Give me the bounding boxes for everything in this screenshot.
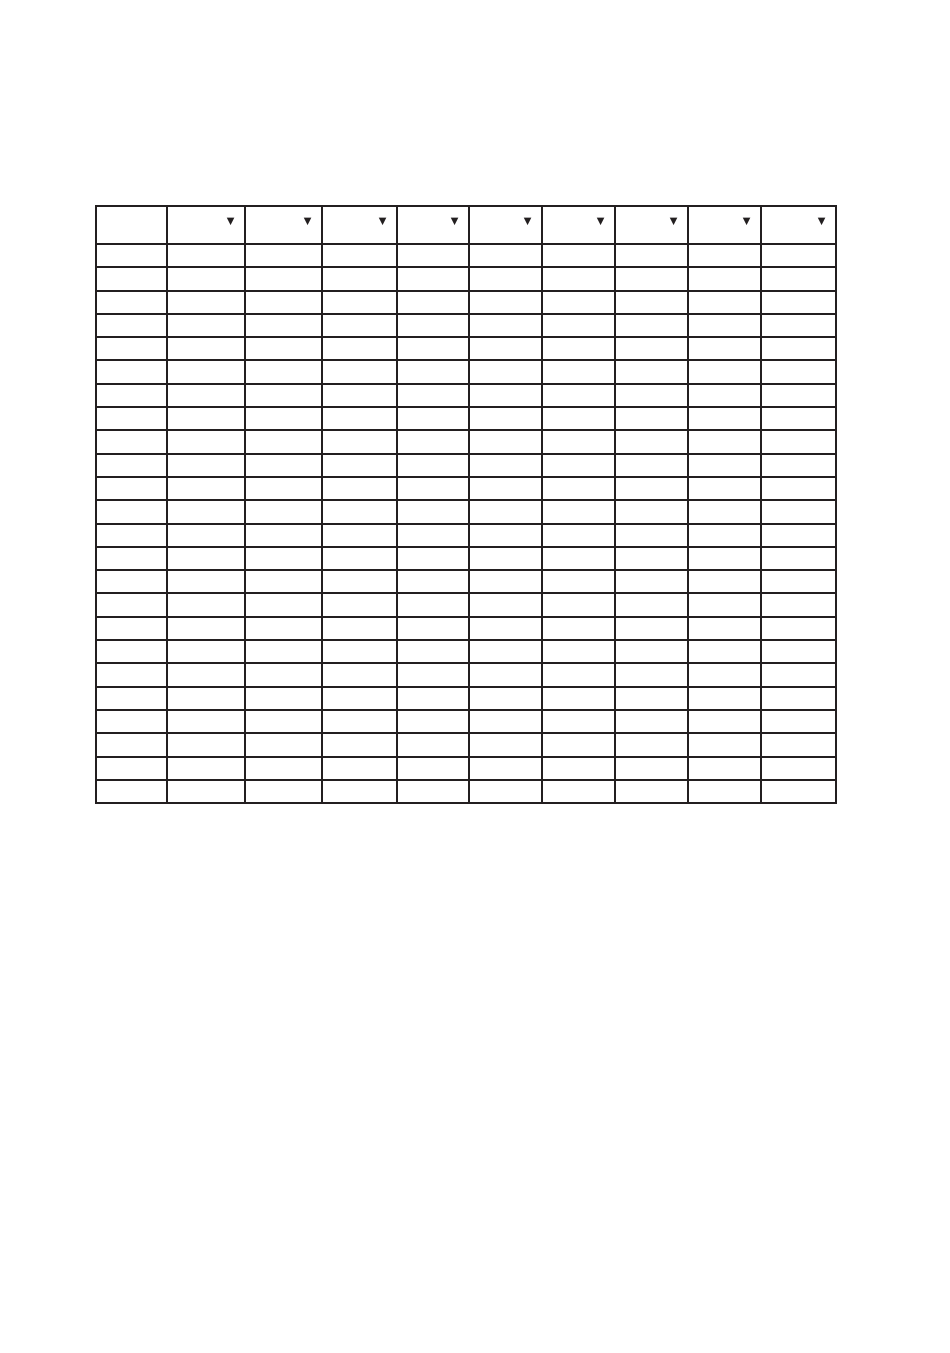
table-cell[interactable] — [542, 360, 615, 383]
table-cell[interactable] — [615, 663, 688, 686]
table-cell[interactable] — [542, 593, 615, 616]
table-cell[interactable] — [542, 663, 615, 686]
table-cell[interactable] — [397, 314, 469, 337]
table-cell[interactable] — [615, 687, 688, 710]
table-cell[interactable] — [397, 733, 469, 756]
column-header-1 — [167, 206, 245, 244]
table-cell[interactable] — [167, 757, 245, 780]
table-cell[interactable] — [397, 244, 469, 267]
table-cell[interactable] — [397, 780, 469, 803]
row-label-cell[interactable] — [96, 244, 167, 267]
table-cell[interactable] — [469, 267, 542, 290]
table-cell[interactable] — [688, 314, 761, 337]
blank-filter-table-sheet — [95, 205, 837, 804]
table-cell[interactable] — [322, 663, 397, 686]
table-cell[interactable] — [167, 710, 245, 733]
column-header-3 — [322, 206, 397, 244]
table-cell[interactable] — [688, 291, 761, 314]
table-cell[interactable] — [761, 780, 836, 803]
table-cell[interactable] — [167, 547, 245, 570]
table-row — [96, 524, 836, 547]
filter-dropdown-icon[interactable]: ▼ — [376, 213, 389, 228]
table-cell[interactable] — [615, 360, 688, 383]
column-header-8 — [688, 206, 761, 244]
table-cell[interactable] — [615, 454, 688, 477]
table-cell[interactable] — [245, 733, 322, 756]
table-cell[interactable] — [397, 430, 469, 453]
table-cell[interactable] — [322, 267, 397, 290]
table-cell[interactable] — [167, 407, 245, 430]
table-cell[interactable] — [761, 244, 836, 267]
table-cell[interactable] — [542, 687, 615, 710]
table-cell[interactable] — [397, 640, 469, 663]
table-cell[interactable] — [761, 384, 836, 407]
table-cell[interactable] — [615, 593, 688, 616]
filter-dropdown-icon[interactable]: ▼ — [815, 213, 828, 228]
table-cell[interactable] — [245, 407, 322, 430]
table-cell[interactable] — [615, 430, 688, 453]
table-row — [96, 780, 836, 803]
table-cell[interactable] — [542, 524, 615, 547]
table-cell[interactable] — [761, 570, 836, 593]
table-cell[interactable] — [688, 687, 761, 710]
table-cell[interactable] — [245, 780, 322, 803]
table-cell[interactable] — [167, 593, 245, 616]
filter-dropdown-icon[interactable]: ▼ — [448, 213, 461, 228]
filter-dropdown-icon[interactable]: ▼ — [301, 213, 314, 228]
table-cell[interactable] — [322, 733, 397, 756]
row-label-cell[interactable] — [96, 291, 167, 314]
row-label-cell[interactable] — [96, 687, 167, 710]
table-cell[interactable] — [469, 454, 542, 477]
table-row — [96, 640, 836, 663]
table-cell[interactable] — [167, 570, 245, 593]
table-cell[interactable] — [615, 407, 688, 430]
table-cell[interactable] — [542, 267, 615, 290]
table-cell[interactable] — [245, 570, 322, 593]
table-cell[interactable] — [245, 337, 322, 360]
table-cell[interactable] — [688, 337, 761, 360]
column-header-5 — [469, 206, 542, 244]
table-cell[interactable] — [761, 267, 836, 290]
table-row — [96, 477, 836, 500]
table-cell[interactable] — [615, 710, 688, 733]
table-cell[interactable] — [469, 291, 542, 314]
table-cell[interactable] — [542, 757, 615, 780]
table-cell[interactable] — [397, 337, 469, 360]
table-cell[interactable] — [761, 500, 836, 523]
table-cell[interactable] — [397, 570, 469, 593]
table-cell[interactable] — [469, 477, 542, 500]
table-cell[interactable] — [397, 710, 469, 733]
table-cell[interactable] — [688, 454, 761, 477]
row-label-cell[interactable] — [96, 640, 167, 663]
table-cell[interactable] — [615, 570, 688, 593]
table-cell[interactable] — [688, 757, 761, 780]
table-cell[interactable] — [761, 663, 836, 686]
table-cell[interactable] — [542, 547, 615, 570]
filter-dropdown-icon[interactable]: ▼ — [224, 213, 237, 228]
table-cell[interactable] — [245, 430, 322, 453]
table-cell[interactable] — [322, 780, 397, 803]
column-header-2 — [245, 206, 322, 244]
filter-dropdown-icon[interactable]: ▼ — [667, 213, 680, 228]
table-body — [96, 244, 836, 803]
table-cell[interactable] — [322, 430, 397, 453]
table-row — [96, 617, 836, 640]
table-cell[interactable] — [397, 360, 469, 383]
table-cell[interactable] — [322, 687, 397, 710]
filter-dropdown-icon[interactable]: ▼ — [521, 213, 534, 228]
table-cell[interactable] — [469, 244, 542, 267]
table-row — [96, 314, 836, 337]
table-cell[interactable] — [469, 640, 542, 663]
table-cell[interactable] — [761, 593, 836, 616]
table-cell[interactable] — [322, 477, 397, 500]
table-cell[interactable] — [469, 337, 542, 360]
table-cell[interactable] — [542, 477, 615, 500]
table-cell[interactable] — [542, 337, 615, 360]
table-cell[interactable] — [322, 640, 397, 663]
table-row — [96, 663, 836, 686]
table-cell[interactable] — [245, 500, 322, 523]
table-cell[interactable] — [322, 617, 397, 640]
table-cell[interactable] — [469, 780, 542, 803]
table-cell[interactable] — [397, 500, 469, 523]
table-cell[interactable] — [397, 384, 469, 407]
table-row — [96, 291, 836, 314]
table-cell[interactable] — [615, 780, 688, 803]
row-label-cell[interactable] — [96, 570, 167, 593]
table-cell[interactable] — [688, 617, 761, 640]
table-cell[interactable] — [469, 687, 542, 710]
table-cell[interactable] — [167, 733, 245, 756]
table-row — [96, 733, 836, 756]
table-cell[interactable] — [469, 547, 542, 570]
table-cell[interactable] — [761, 407, 836, 430]
table-cell[interactable] — [322, 360, 397, 383]
table-cell[interactable] — [688, 407, 761, 430]
table-cell[interactable] — [688, 780, 761, 803]
table-cell[interactable] — [688, 733, 761, 756]
table-cell[interactable] — [167, 687, 245, 710]
table-cell[interactable] — [167, 477, 245, 500]
table-cell[interactable] — [245, 384, 322, 407]
header-corner-cell — [96, 206, 167, 244]
table-cell[interactable] — [542, 617, 615, 640]
column-header-6 — [542, 206, 615, 244]
table-cell[interactable] — [322, 291, 397, 314]
table-cell[interactable] — [542, 454, 615, 477]
table-cell[interactable] — [167, 384, 245, 407]
table-cell[interactable] — [688, 593, 761, 616]
table-cell[interactable] — [542, 430, 615, 453]
column-header-7 — [615, 206, 688, 244]
table-cell[interactable] — [761, 524, 836, 547]
table-cell[interactable] — [542, 291, 615, 314]
table-cell[interactable] — [322, 710, 397, 733]
row-label-cell[interactable] — [96, 710, 167, 733]
table-cell[interactable] — [761, 314, 836, 337]
table-cell[interactable] — [322, 593, 397, 616]
filter-dropdown-icon[interactable]: ▼ — [740, 213, 753, 228]
row-label-cell[interactable] — [96, 733, 167, 756]
table-cell[interactable] — [245, 757, 322, 780]
table-cell[interactable] — [761, 477, 836, 500]
table-cell[interactable] — [167, 524, 245, 547]
row-label-cell[interactable] — [96, 430, 167, 453]
table-cell[interactable] — [397, 593, 469, 616]
table-cell[interactable] — [542, 733, 615, 756]
table-cell[interactable] — [542, 570, 615, 593]
table-cell[interactable] — [245, 360, 322, 383]
table-cell[interactable] — [469, 500, 542, 523]
table-cell[interactable] — [322, 244, 397, 267]
table-cell[interactable] — [322, 500, 397, 523]
table-cell[interactable] — [469, 710, 542, 733]
row-label-cell[interactable] — [96, 384, 167, 407]
table-cell[interactable] — [761, 360, 836, 383]
table-row — [96, 454, 836, 477]
table-row — [96, 430, 836, 453]
table-cell[interactable] — [469, 314, 542, 337]
table-cell[interactable] — [469, 663, 542, 686]
table-cell[interactable] — [615, 314, 688, 337]
table-cell[interactable] — [245, 663, 322, 686]
table-cell[interactable] — [615, 524, 688, 547]
table-cell[interactable] — [688, 640, 761, 663]
row-label-cell[interactable] — [96, 267, 167, 290]
table-cell[interactable] — [397, 477, 469, 500]
table-cell[interactable] — [245, 687, 322, 710]
table-cell[interactable] — [615, 733, 688, 756]
table-cell[interactable] — [688, 570, 761, 593]
table-cell[interactable] — [469, 617, 542, 640]
table-cell[interactable] — [469, 757, 542, 780]
table-cell[interactable] — [615, 337, 688, 360]
table-cell[interactable] — [167, 430, 245, 453]
table-cell[interactable] — [469, 593, 542, 616]
table-cell[interactable] — [469, 407, 542, 430]
table-row — [96, 384, 836, 407]
table-cell[interactable] — [615, 640, 688, 663]
table-cell[interactable] — [761, 337, 836, 360]
table-cell[interactable] — [761, 757, 836, 780]
table-cell[interactable] — [167, 267, 245, 290]
table-cell[interactable] — [322, 757, 397, 780]
table-cell[interactable] — [761, 454, 836, 477]
table-cell[interactable] — [167, 314, 245, 337]
table-cell[interactable] — [688, 663, 761, 686]
table-row — [96, 687, 836, 710]
table-row — [96, 244, 836, 267]
table-cell[interactable] — [688, 710, 761, 733]
row-label-cell[interactable] — [96, 593, 167, 616]
table-cell[interactable] — [167, 360, 245, 383]
table-cell[interactable] — [167, 337, 245, 360]
row-label-cell[interactable] — [96, 407, 167, 430]
table-cell[interactable] — [761, 617, 836, 640]
table-cell[interactable] — [542, 407, 615, 430]
table-cell[interactable] — [469, 524, 542, 547]
table-row — [96, 267, 836, 290]
table-cell[interactable] — [615, 477, 688, 500]
table-cell[interactable] — [542, 640, 615, 663]
table-cell[interactable] — [245, 244, 322, 267]
table-cell[interactable] — [245, 267, 322, 290]
table-cell[interactable] — [688, 500, 761, 523]
table-cell[interactable] — [469, 360, 542, 383]
table-cell[interactable] — [322, 314, 397, 337]
table-cell[interactable] — [542, 384, 615, 407]
table-cell[interactable] — [542, 500, 615, 523]
table-cell[interactable] — [688, 360, 761, 383]
table-cell[interactable] — [688, 524, 761, 547]
table-cell[interactable] — [322, 570, 397, 593]
table-cell[interactable] — [469, 384, 542, 407]
table-cell[interactable] — [322, 524, 397, 547]
row-label-cell[interactable] — [96, 454, 167, 477]
table-cell[interactable] — [615, 267, 688, 290]
table-cell[interactable] — [322, 337, 397, 360]
row-label-cell[interactable] — [96, 617, 167, 640]
table-cell[interactable] — [688, 547, 761, 570]
table-cell[interactable] — [397, 663, 469, 686]
table-row — [96, 570, 836, 593]
table-cell[interactable] — [397, 757, 469, 780]
table-cell[interactable] — [322, 407, 397, 430]
table-cell[interactable] — [167, 244, 245, 267]
table-cell[interactable] — [167, 780, 245, 803]
table-row — [96, 407, 836, 430]
table-cell[interactable] — [322, 384, 397, 407]
table-cell[interactable] — [167, 663, 245, 686]
table-row — [96, 547, 836, 570]
table-cell[interactable] — [322, 454, 397, 477]
table-cell[interactable] — [542, 314, 615, 337]
table-cell[interactable] — [397, 524, 469, 547]
table-cell[interactable] — [469, 430, 542, 453]
table-cell[interactable] — [761, 291, 836, 314]
table-cell[interactable] — [615, 500, 688, 523]
table-cell[interactable] — [615, 244, 688, 267]
row-label-cell[interactable] — [96, 360, 167, 383]
table-cell[interactable] — [397, 617, 469, 640]
table-cell[interactable] — [397, 454, 469, 477]
row-label-cell[interactable] — [96, 477, 167, 500]
table-row — [96, 593, 836, 616]
table-cell[interactable] — [615, 617, 688, 640]
table-cell[interactable] — [245, 291, 322, 314]
table-cell[interactable] — [397, 547, 469, 570]
table-row — [96, 500, 836, 523]
row-label-cell[interactable] — [96, 757, 167, 780]
blank-filter-table — [95, 205, 837, 804]
row-label-cell[interactable] — [96, 500, 167, 523]
table-cell[interactable] — [397, 407, 469, 430]
table-cell[interactable] — [761, 733, 836, 756]
table-cell[interactable] — [688, 430, 761, 453]
table-cell[interactable] — [542, 710, 615, 733]
table-cell[interactable] — [761, 430, 836, 453]
table-cell[interactable] — [615, 757, 688, 780]
table-cell[interactable] — [245, 617, 322, 640]
table-cell[interactable] — [167, 454, 245, 477]
table-cell[interactable] — [688, 477, 761, 500]
table-cell[interactable] — [469, 570, 542, 593]
table-cell[interactable] — [397, 687, 469, 710]
table-cell[interactable] — [245, 524, 322, 547]
row-label-cell[interactable] — [96, 663, 167, 686]
table-row — [96, 360, 836, 383]
table-cell[interactable] — [688, 244, 761, 267]
column-header-4 — [397, 206, 469, 244]
table-cell[interactable] — [615, 547, 688, 570]
table-cell[interactable] — [688, 384, 761, 407]
row-label-cell[interactable] — [96, 547, 167, 570]
table-cell[interactable] — [245, 477, 322, 500]
table-cell[interactable] — [397, 267, 469, 290]
table-cell[interactable] — [167, 640, 245, 663]
table-cell[interactable] — [245, 547, 322, 570]
row-label-cell[interactable] — [96, 337, 167, 360]
row-label-cell[interactable] — [96, 314, 167, 337]
table-cell[interactable] — [542, 244, 615, 267]
row-label-cell[interactable] — [96, 780, 167, 803]
table-row — [96, 710, 836, 733]
filter-dropdown-icon[interactable]: ▼ — [594, 213, 607, 228]
table-cell[interactable] — [245, 593, 322, 616]
table-row — [96, 337, 836, 360]
table-cell[interactable] — [245, 640, 322, 663]
table-cell[interactable] — [167, 617, 245, 640]
table-cell[interactable] — [322, 547, 397, 570]
table-cell[interactable] — [615, 384, 688, 407]
table-cell[interactable] — [245, 710, 322, 733]
column-header-9 — [761, 206, 836, 244]
table-cell[interactable] — [167, 500, 245, 523]
table-cell[interactable] — [761, 710, 836, 733]
table-cell[interactable] — [397, 291, 469, 314]
table-cell[interactable] — [167, 291, 245, 314]
header-row — [96, 206, 836, 244]
table-row — [96, 757, 836, 780]
table-cell[interactable] — [761, 547, 836, 570]
table-cell[interactable] — [245, 454, 322, 477]
table-cell[interactable] — [542, 780, 615, 803]
row-label-cell[interactable] — [96, 524, 167, 547]
table-cell[interactable] — [469, 733, 542, 756]
table-cell[interactable] — [615, 291, 688, 314]
table-cell[interactable] — [761, 640, 836, 663]
table-cell[interactable] — [245, 314, 322, 337]
table-cell[interactable] — [761, 687, 836, 710]
table-cell[interactable] — [688, 267, 761, 290]
